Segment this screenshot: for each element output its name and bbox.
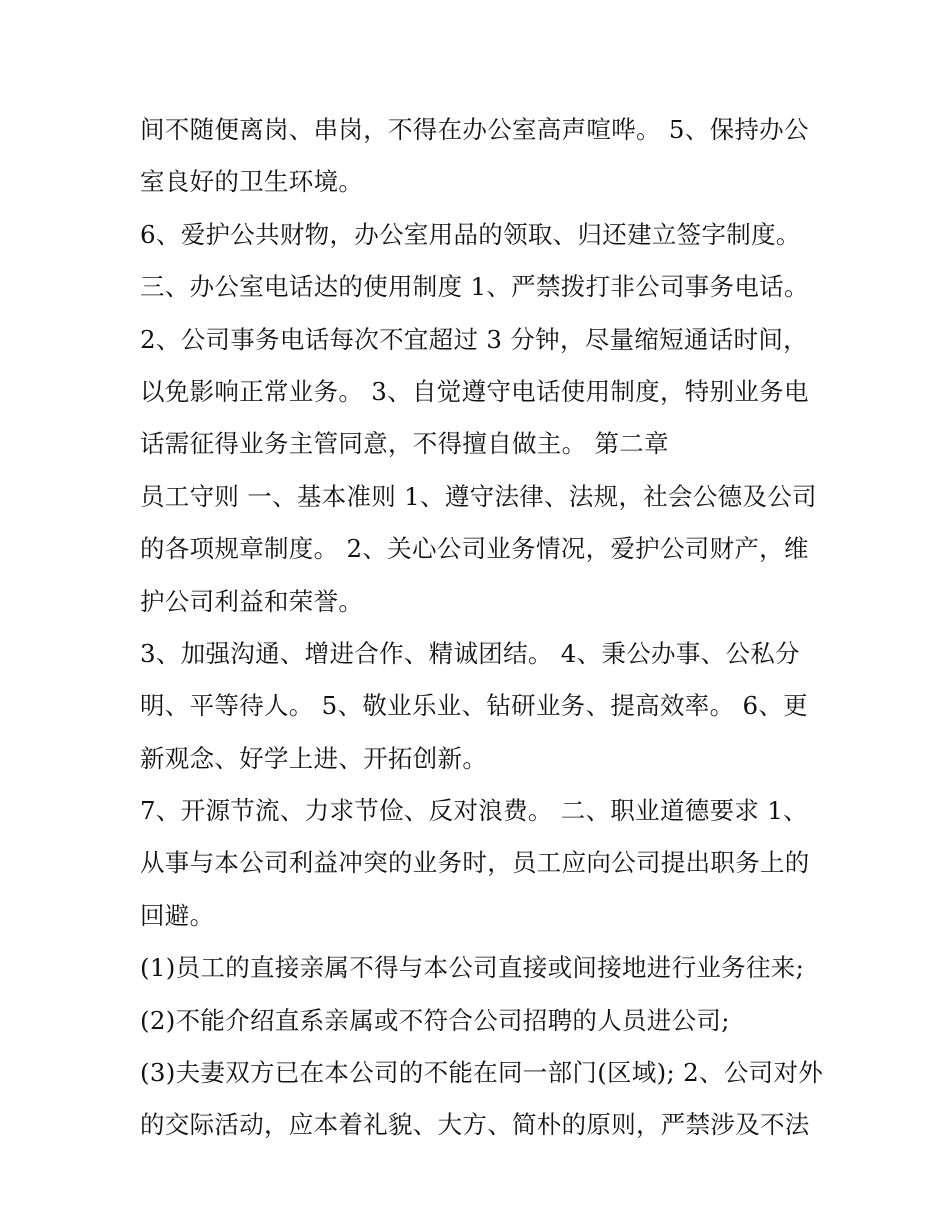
text-line: 7、开源节流、力求节俭、反对浪费。 二、职业道德要求 1、 <box>140 796 808 826</box>
text-line: 6、爱护公共财物，办公室用品的领取、归还建立签字制度。 <box>140 219 801 249</box>
text-line: 间不随便离岗、串岗，不得在办公室高声喧哗。 5、保持办公 <box>140 115 809 144</box>
text-line: (1)员工的直接亲属不得与本公司直接或间接地进行业务往来; <box>140 953 805 983</box>
text-line: 2、公司事务电话每次不宜超过 3 分钟，尽量缩短通话时间， <box>140 324 808 354</box>
text-line: 的交际活动，应本着礼貌、大方、简朴的原则，严禁涉及不法 <box>140 1110 810 1140</box>
text-line: 话需征得业务主管同意，不得擅自做主。 第二章 <box>140 429 669 459</box>
text-line: 新观念、好学上进、开拓创新。 <box>140 743 488 773</box>
text-line: 3、加强沟通、增进合作、精诚团结。 4、秉公办事、公私分 <box>140 638 800 668</box>
text-line: 的各项规章制度。 2、关心公司业务情况，爱护公司财产，维 <box>140 534 809 564</box>
text-line: (3)夫妻双方已在本公司的不能在同一部门(区域); 2、公司对外 <box>140 1058 824 1088</box>
text-line: 从事与本公司利益冲突的业务时，员工应向公司提出职务上的 <box>140 848 810 878</box>
text-line: 员工守则 一、基本准则 1、遵守法律、法规，社会公德及公司 <box>140 481 817 511</box>
text-line: 三、办公室电话达的使用制度 1、严禁拨打非公司事务电话。 <box>140 272 809 302</box>
text-line: 护公司利益和荣誉。 <box>140 586 364 616</box>
text-line: 室良好的卫生环境。 <box>140 167 364 197</box>
text-line: 以免影响正常业务。 3、自觉遵守电话使用制度，特别业务电 <box>140 376 809 406</box>
text-line: 回避。 <box>140 900 215 930</box>
text-line: 明、平等待人。 5、敬业乐业、钻研业务、提高效率。 6、更 <box>140 691 808 721</box>
body-text <box>140 104 824 1152</box>
text-line: (2)不能介绍直系亲属或不符合公司招聘的人员进公司; <box>140 1005 730 1035</box>
